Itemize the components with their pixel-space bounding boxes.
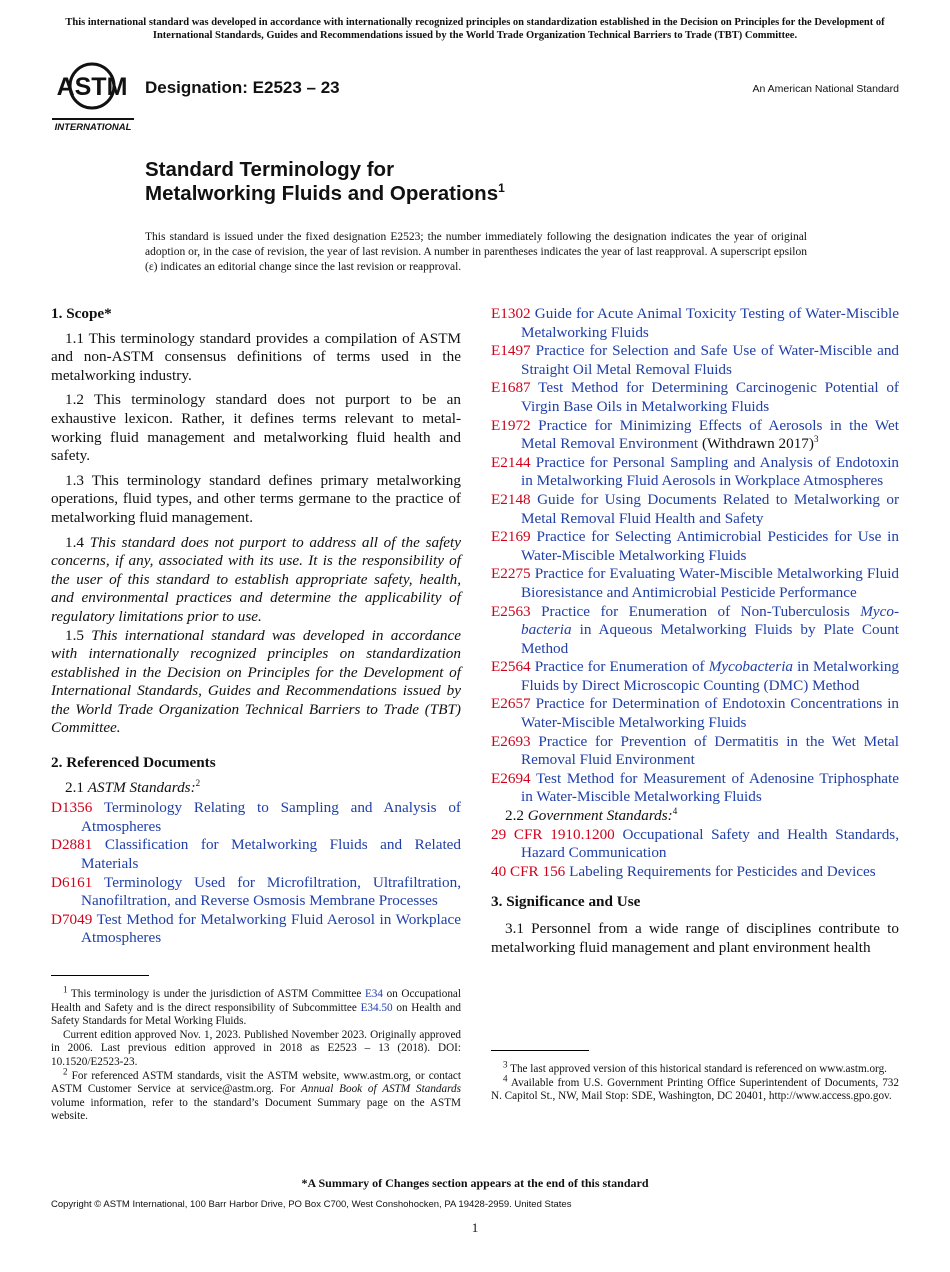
summary-of-changes-note: *A Summary of Changes section appears at the end of this standard bbox=[301, 1176, 649, 1190]
national-standard-label: An American National Standard bbox=[752, 83, 899, 95]
scope-para-1.4: 1.4 This standard does not purport to address all of the safety concerns, if any, associated with its use. It is the responsibility of the user of this standard to establish appropriate safety, health, and environmental practices and determine the applicability of regulatory limitations prior to use. bbox=[51, 533, 461, 625]
logo-text: ASTM bbox=[56, 73, 128, 101]
column-right bbox=[491, 305, 899, 963]
title-line-1: Standard Terminology for bbox=[145, 158, 395, 181]
ref-D7049[interactable]: D7049 Test Method for Metalworking Fluid Aerosol in Workplace Atmospheres bbox=[51, 910, 462, 947]
ref-D2881[interactable]: D2881 Classification for Metalworking Fluids and Related Materials bbox=[51, 836, 461, 873]
column-left bbox=[51, 305, 461, 948]
scope-para-1.2: 1.2 This terminology standard does not purport to be an exhaustive lexicon. Rather, it defines terms relevant to metalworking fluid management and metalworking fluid health and safety. bbox=[51, 391, 461, 465]
designation: Designation: E2523 – 23 bbox=[145, 78, 340, 97]
government-standards-label: 2.2 Government Standards:$^4$ bbox=[505, 805, 678, 825]
footnote-rule-left bbox=[51, 975, 149, 976]
ref-E2564[interactable]: E2564 Practice for Enumeration of Mycobacteria in Metalworking Fluids by Direct Microscopic Counting (DMC) Method bbox=[491, 658, 900, 694]
footnotes-left bbox=[51, 975, 461, 1124]
footnote-rule-right bbox=[491, 1050, 589, 1051]
significance-para-3.1: 3.1 Personnel from a wide range of disciplines contribute to metalworking fluid management and plant environment health bbox=[491, 920, 899, 956]
footnote-3: $^3$ The last approved version of this historical standard is referenced on www.astm.org. bbox=[503, 1059, 887, 1075]
ref-29-cfr-1910-1200[interactable]: 29 CFR 1910.1200 Occupational Safety and Health Standards, Hazard Communication bbox=[491, 825, 899, 862]
footnote-2: $^2$ For referenced ASTM standards, visit the ASTM website, www.astm.org, or contact ASTM Customer Service at service@astm.org. For Annual Book of ASTM Standards volume information, refer to the standard’s Document Summary page on the ASTM website. bbox=[51, 1065, 461, 1123]
issue-note: This standard is issued under the fixed designation E2523; the number immediately following the designation indicates the year of original adoption or, in the case of revision, the year of last revision. A number in parentheses indicates the year of last reapproval. A superscript epsilon (ε) indicates an editorial change since the last revision or reapproval. bbox=[145, 231, 807, 273]
copyright: Copyright © ASTM International, 100 Barr Harbor Drive, PO Box C700, West Conshohocken, PA 19428-2959. United States bbox=[51, 1199, 572, 1210]
ref-E2148[interactable]: E2148 Guide for Using Documents Related to Metalworking or Metal Removal Fluid Health and Safety bbox=[491, 490, 900, 527]
ref-D6161[interactable]: D6161 Terminology Used for Microfiltration, Ultrafiltration, Nanofiltration, and Reverse Osmosis Membrane Processes bbox=[51, 873, 461, 910]
subcommittee-link-e34-50[interactable]: E34.50 bbox=[360, 1001, 393, 1014]
ref-E1497[interactable]: E1497 Practice for Selection and Safe Use of Water-Miscible and Straight Oil Metal Removal Fluids bbox=[491, 342, 900, 378]
footnote-4: $^4$ Available from U.S. Government Printing Office Superintendent of Documents, 732 N. Capitol St., NW, Mail Stop: SDE, Washington, DC 20401, http://www.access.gpo.gov. bbox=[491, 1072, 899, 1103]
ref-E1972[interactable]: E1972 Practice for Minimizing Effects of Aerosols in the Wet Metal Removal Environment (Withdrawn 2017)$^3$ bbox=[491, 416, 900, 453]
astm-standards-label: 2.1 ASTM Standards:$^2$ bbox=[65, 777, 201, 796]
ref-E1687[interactable]: E1687 Test Method for Determining Carcinogenic Potential of Virgin Base Oils in Metalworking Fluids bbox=[491, 379, 899, 415]
scope-para-1.3: 1.3 This terminology standard defines primary metalworking operations, fluid types, and other terms germane to the practice of metalworking fluid management. bbox=[51, 471, 461, 526]
footnote-1: $^1$ This terminology is under the jurisdiction of ASTM Committee E34 on Occupational Health and Safety and is the direct responsibility of Subcommittee E34.50 on Health and Safety Standards for Metal Working Fluids. bbox=[51, 984, 462, 1028]
scope-heading: 1. Scope* bbox=[51, 305, 112, 322]
logo-subtext: INTERNATIONAL bbox=[54, 122, 132, 133]
ref-D1356[interactable]: D1356 Terminology Relating to Sampling and Analysis of Atmospheres bbox=[51, 799, 461, 835]
scope-para-1.5: 1.5 This international standard was developed in accordance with internationally recognized principles on standardization established in the Decision on Principles for the Development of International Standards, Guides and Recommendations issued by the World Trade Organization Technical Barriers to Trade (TBT) Committee. bbox=[51, 626, 462, 737]
astm-logo bbox=[52, 56, 134, 134]
top-notice: This international standard was developed in accordance with internationally recognized principles on standardization established in the Decision on Principles for the Development of International Standards, Guides and Recommendations issued by the World Trade Organization Technical Barriers to Trade (TBT) Committee. bbox=[65, 17, 885, 41]
footnote-1-edition: Current edition approved Nov. 1, 2023. Published November 2023. Originally approved in 2006. Last previous edition approved in 2018 as E2523 – 13 (2018). DOI: 10.1520/E2523-23. bbox=[51, 1028, 461, 1068]
ref-E2693[interactable]: E2693 Practice for Prevention of Dermatitis in the Wet Metal Removal Fluid Environment bbox=[491, 732, 899, 769]
ref-E2563[interactable]: E2563 Practice for Enumeration of Non-Tuberculosis Mycobacteria in Aqueous Metalworking Fluids by Plate Count Method bbox=[491, 602, 900, 657]
footnotes-right bbox=[491, 1050, 899, 1104]
title-line-2: Metalworking Fluids and Operations bbox=[145, 182, 499, 205]
committee-link-e34[interactable]: E34 bbox=[364, 988, 383, 1000]
ref-40-cfr-156[interactable]: 40 CFR 156 Labeling Requirements for Pesticides and Devices bbox=[491, 862, 876, 880]
ref-E1302[interactable]: E1302 Guide for Acute Animal Toxicity Testing of Water-Miscible Metalworking Fluids bbox=[491, 305, 899, 341]
referenced-docs-heading: 2. Referenced Documents bbox=[51, 754, 216, 772]
title-footnote-ref[interactable]: 1 bbox=[498, 181, 505, 196]
ref-E2694[interactable]: E2694 Test Method for Measurement of Adenosine Triphosphate in Water-Miscible Metalworking Fluids bbox=[491, 769, 899, 806]
ref-E2169[interactable]: E2169 Practice for Selecting Antimicrobial Pesticides for Use in Water-Miscible Metalworking Fluids bbox=[491, 528, 899, 564]
page-number: 1 bbox=[471, 1220, 479, 1235]
page-title bbox=[145, 158, 505, 206]
ref-E2144[interactable]: E2144 Practice for Personal Sampling and Analysis of Endotoxin in Metalworking Fluid Aerosols in Workplace Atmospheres bbox=[491, 453, 900, 490]
ref-E2657[interactable]: E2657 Practice for Determination of Endotoxin Concentrations in Water-Miscible Metalworking Fluids bbox=[491, 695, 900, 732]
significance-heading: 3. Significance and Use bbox=[491, 893, 641, 911]
ref-E2275[interactable]: E2275 Practice for Evaluating Water-Miscible Metalworking Fluid Bioresistance and Antimicrobial Pesticide Performance bbox=[491, 565, 900, 601]
scope-para-1.1: 1.1 This terminology standard provides a compilation of ASTM and non-ASTM consensus definitions of terms used in the metalworking industry. bbox=[51, 329, 461, 384]
